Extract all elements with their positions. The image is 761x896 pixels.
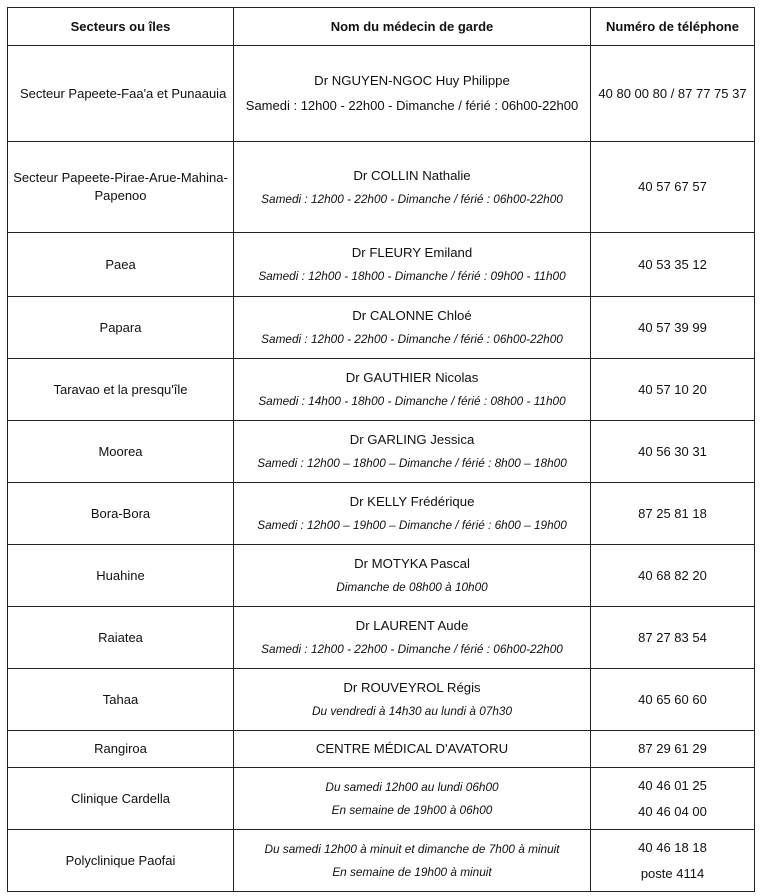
doctor-cell (234, 768, 591, 830)
phone-cell (591, 233, 755, 297)
doctor-cell (234, 483, 591, 545)
schedule-text: Samedi : 14h00 - 18h00 - Dimanche / férié : 08h00 - 11h00 (258, 394, 566, 409)
header-row (8, 8, 755, 46)
doctor-name: Dr CALONNE Chloé (352, 308, 472, 323)
doctor-name: Dr ROUVEYROL Régis (343, 680, 481, 695)
schedule-text: Samedi : 12h00 - 22h00 - Dimanche / férié : 06h00-22h00 (245, 97, 579, 113)
phone-number: 40 57 39 99 (638, 319, 707, 335)
sector-cell: Paea (8, 233, 234, 297)
phone-number: 40 46 01 25 (638, 778, 707, 793)
phone-cell (591, 830, 755, 892)
schedule-text: Samedi : 12h00 – 18h00 – Dimanche / férié : 8h00 – 18h00 (257, 456, 567, 471)
phone-number: 40 46 18 18 (638, 840, 707, 855)
doctor-cell (234, 142, 591, 233)
phone-number: 40 80 00 80 / 87 77 75 37 (598, 85, 747, 101)
table-row (8, 731, 755, 768)
doctor-name: Dr GAUTHIER Nicolas (345, 370, 479, 385)
sector-cell: Raiatea (8, 607, 234, 669)
doctor-cell (234, 545, 591, 607)
sector-cell: Tahaa (8, 669, 234, 731)
doctor-name: Dr NGUYEN-NGOC Huy Philippe (314, 73, 510, 89)
table-row (8, 607, 755, 669)
doctor-name: Dr LAURENT Aude (355, 618, 469, 633)
doctor-name: Dr COLLIN Nathalie (353, 167, 471, 183)
doctor-cell (234, 830, 591, 892)
doctor-cell (234, 731, 591, 768)
table-row (8, 768, 755, 830)
table-row (8, 297, 755, 359)
schedule-text: Samedi : 12h00 - 22h00 - Dimanche / férié : 06h00-22h00 (261, 191, 563, 206)
phone-cell (591, 297, 755, 359)
schedule-text: Du samedi 12h00 à minuit et dimanche de 7h00 à minuit (264, 841, 560, 856)
doctor-name: CENTRE MÉDICAL D'AVATORU (315, 740, 509, 756)
doctor-cell (234, 297, 591, 359)
sector-cell: Rangiroa (8, 731, 234, 768)
table-row (8, 545, 755, 607)
phone-number: 87 25 81 18 (638, 505, 707, 521)
doctor-name: Dr KELLY Frédérique (349, 494, 475, 509)
sector-cell: Secteur Papeete-Faa'a et Punaauia (8, 46, 234, 142)
phone-cell (591, 142, 755, 233)
phone-number: 40 68 82 20 (638, 567, 707, 583)
schedule-text: Du samedi 12h00 au lundi 06h00 (325, 779, 499, 794)
header-phone: Numéro de téléphone (591, 8, 755, 46)
sector-cell: Secteur Papeete-Pirae-Arue-Mahina-Papenoo (8, 142, 234, 233)
schedule-text: Samedi : 12h00 – 19h00 – Dimanche / férié : 6h00 – 19h00 (257, 518, 567, 533)
phone-number: 40 57 67 57 (638, 179, 707, 195)
doctor-cell (234, 669, 591, 731)
phone-cell (591, 607, 755, 669)
table-row (8, 359, 755, 421)
doctor-cell (234, 359, 591, 421)
sector-cell: Polyclinique Paofai (8, 830, 234, 892)
phone-number: 40 53 35 12 (638, 256, 707, 272)
sector-cell: Papara (8, 297, 234, 359)
sector-cell: Clinique Cardella (8, 768, 234, 830)
table-row (8, 421, 755, 483)
phone-cell (591, 768, 755, 830)
on-call-doctors-table (7, 7, 755, 892)
schedule-text: Samedi : 12h00 - 22h00 - Dimanche / férié : 06h00-22h00 (261, 642, 563, 657)
sector-cell: Moorea (8, 421, 234, 483)
phone-number-2: poste 4114 (640, 865, 705, 881)
table-row (8, 142, 755, 233)
phone-number-2: 40 46 04 00 (638, 803, 707, 819)
header-doctor: Nom du médecin de garde (234, 8, 591, 46)
sector-cell: Taravao et la presqu'île (8, 359, 234, 421)
phone-cell (591, 669, 755, 731)
header-sector: Secteurs ou îles (8, 8, 234, 46)
doctor-name: Dr GARLING Jessica (349, 432, 475, 447)
phone-cell (591, 421, 755, 483)
schedule-text: Samedi : 12h00 - 22h00 - Dimanche / férié : 06h00-22h00 (261, 332, 563, 347)
schedule-text: Samedi : 12h00 - 18h00 - Dimanche / férié : 09h00 - 11h00 (258, 269, 566, 284)
doctor-name: Dr FLEURY Emiland (351, 245, 473, 260)
doctor-cell (234, 233, 591, 297)
doctor-cell (234, 607, 591, 669)
phone-cell (591, 46, 755, 142)
sector-cell: Huahine (8, 545, 234, 607)
phone-cell (591, 483, 755, 545)
phone-number: 87 29 61 29 (638, 741, 707, 757)
table-row (8, 830, 755, 892)
table-row (8, 669, 755, 731)
table-row (8, 233, 755, 297)
phone-number: 40 56 30 31 (638, 443, 707, 459)
phone-number: 87 27 83 54 (638, 629, 707, 645)
table-row (8, 483, 755, 545)
schedule-text: Dimanche de 08h00 à 10h00 (336, 580, 488, 595)
schedule-text: Du vendredi à 14h30 au lundi à 07h30 (311, 704, 513, 719)
phone-cell (591, 731, 755, 768)
schedule-text-2: En semaine de 19h00 à 06h00 (331, 802, 493, 817)
schedule-text-2: En semaine de 19h00 à minuit (332, 864, 492, 879)
table-row (8, 46, 755, 142)
doctor-cell (234, 421, 591, 483)
sector-cell: Bora-Bora (8, 483, 234, 545)
doctor-cell (234, 46, 591, 142)
doctor-name: Dr MOTYKA Pascal (354, 556, 470, 571)
phone-number: 40 57 10 20 (638, 381, 707, 397)
phone-number: 40 65 60 60 (638, 691, 707, 707)
phone-cell (591, 545, 755, 607)
phone-cell (591, 359, 755, 421)
